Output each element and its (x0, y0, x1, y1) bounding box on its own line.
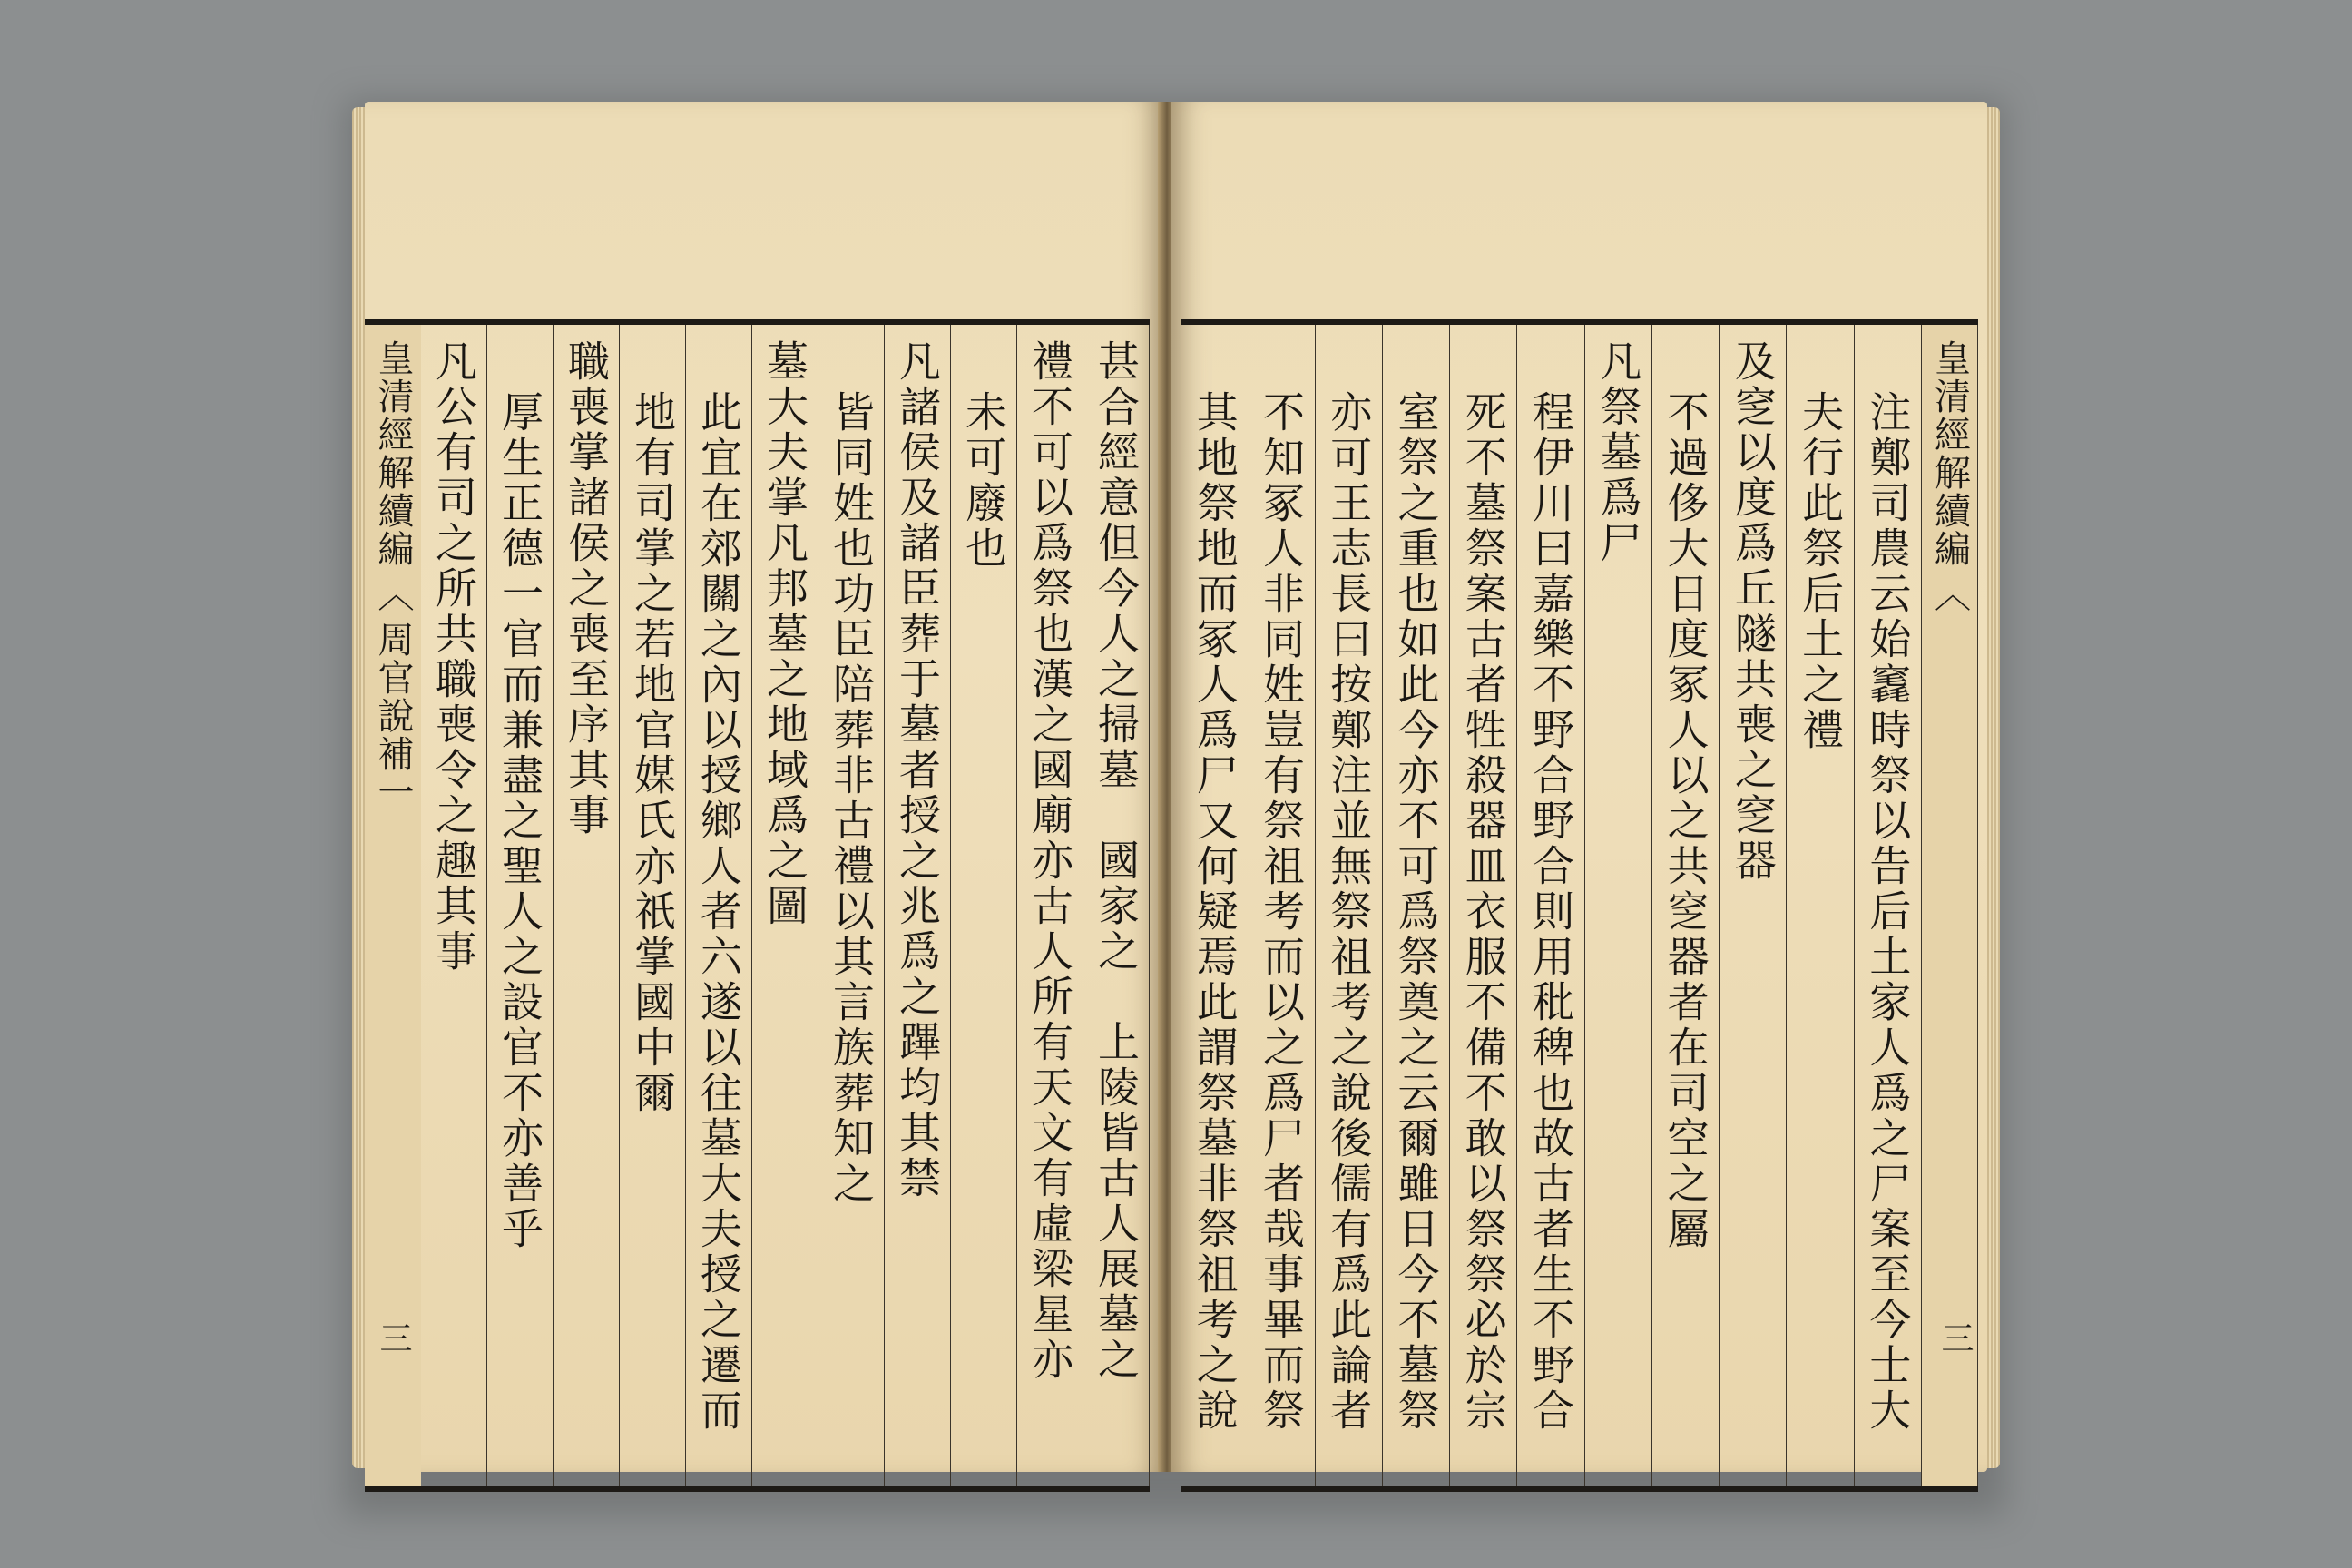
text-column: 死不墓祭案古者牲殺器皿衣服不備不敢以祭祭必於宗 (1450, 325, 1517, 1486)
text-column: 地有司掌之若地官媒氏亦祇掌國中爾 (620, 325, 686, 1486)
text-column: 程伊川曰嘉樂不野合野合則用秕稗也故古者生不野合 (1517, 325, 1584, 1486)
text-column: 此宜在郊關之內以授鄉人者六遂以往墓大夫授之遷而 (686, 325, 752, 1486)
page-number: 三 (375, 1321, 412, 1354)
fold-mark-icon: 〈 (372, 575, 414, 613)
text-column: 墓大夫掌凡邦墓之地域爲之圖 (752, 325, 818, 1486)
section-title: 周官說補一 (372, 621, 414, 811)
text-column: 職喪掌諸侯之喪至序其事 (554, 325, 620, 1486)
text-column: 注鄭司農云始竁時祭以告后土家人爲之尸案至今士大 (1855, 325, 1922, 1486)
text-column: 及窆以度爲丘隧共喪之窆器 (1720, 325, 1787, 1486)
fold-mark-icon: 〈 (1928, 575, 1971, 613)
text-column: 夫行此祭后土之禮 (1787, 325, 1854, 1486)
running-title-column (1922, 325, 1978, 1486)
text-column: 凡祭墓爲尸 (1585, 325, 1652, 1486)
text-column: 未可廢也 (951, 325, 1017, 1486)
right-page-columns (1181, 325, 1978, 1486)
right-page (1171, 102, 1987, 1472)
running-title-column (365, 325, 421, 1486)
page-number: 三 (1936, 1321, 1974, 1354)
text-column: 亦可王志長曰按鄭注並無祭祖考之說後儒有爲此論者 (1316, 325, 1383, 1486)
running-title: 皇清經解續編 (1928, 339, 1971, 568)
left-page (365, 102, 1163, 1472)
text-column: 凡諸侯及諸臣葬于墓者授之兆爲之蹕均其禁 (885, 325, 951, 1486)
text-column: 其地祭地而冢人爲尸又何疑焉此謂祭墓非祭祖考之說 (1190, 390, 1240, 1434)
text-column: 甚合經意但今人之掃墓 國家之 上陵皆古人展墓之 (1083, 325, 1150, 1486)
left-page-frame (365, 319, 1150, 1492)
right-page-frame (1181, 319, 1978, 1492)
text-column: 室祭之重也如此今亦不可爲祭奠之云爾雖日今不墓祭 (1383, 325, 1450, 1486)
text-column: 皆同姓也功臣陪葬非古禮以其言族葬知之 (818, 325, 885, 1486)
left-page-columns (365, 325, 1150, 1486)
text-column: 厚生正德一官而兼盡之聖人之設官不亦善乎 (487, 325, 554, 1486)
running-title: 皇清經解續編 (372, 339, 414, 568)
text-column: 凡公有司之所共職喪令之趣其事 (421, 325, 487, 1486)
text-column: 不過侈大日度冢人以之共窆器者在司空之屬 (1652, 325, 1720, 1486)
text-column: 禮不可以爲祭也漢之國廟亦古人所有天文有虛梁星亦 (1017, 325, 1083, 1486)
text-column: 不知冢人非同姓豈有祭祖考而以之爲尸者哉事畢而祭 (1248, 325, 1315, 1486)
